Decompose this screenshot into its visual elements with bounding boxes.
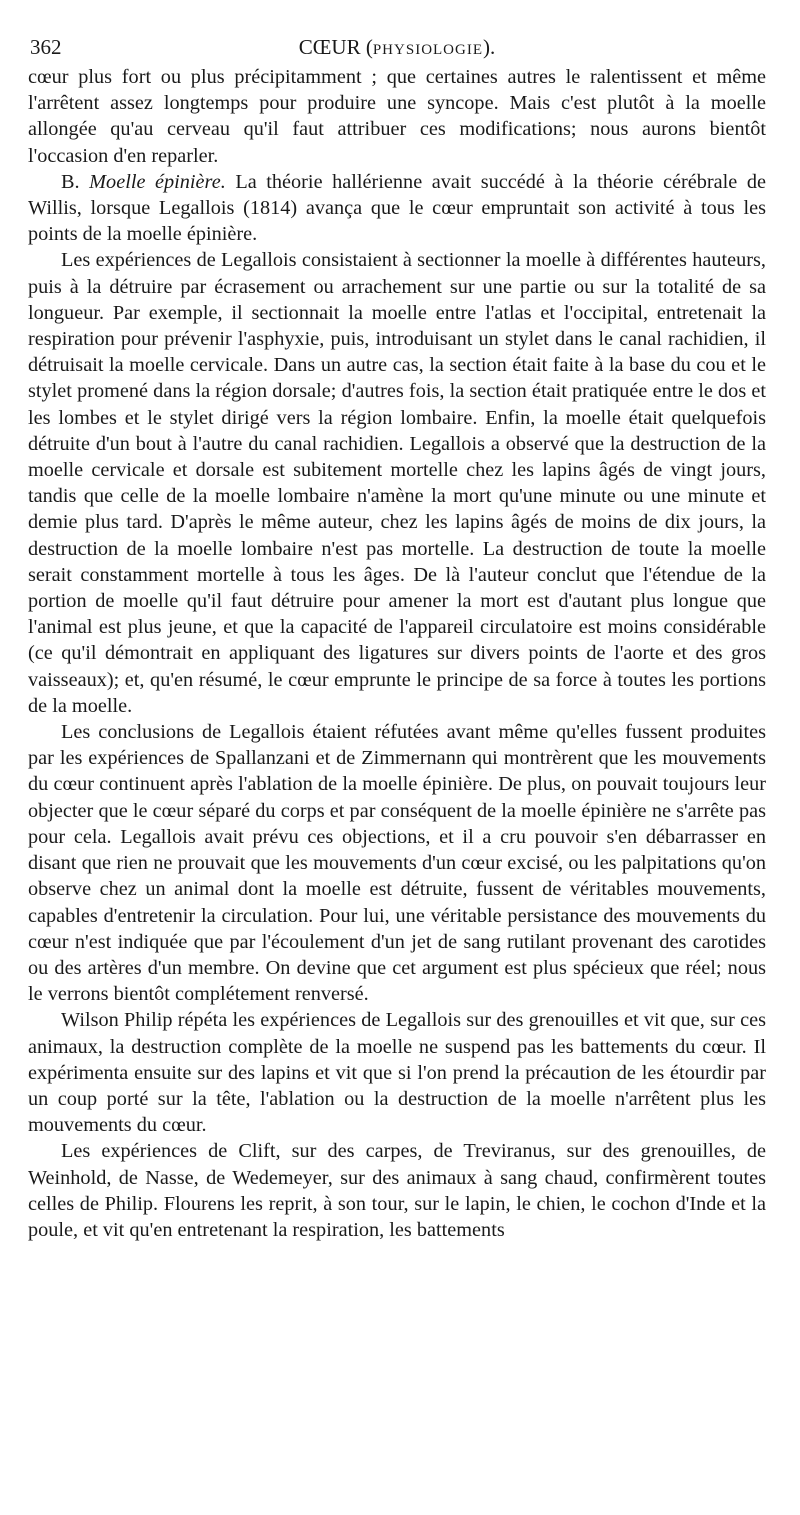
section-b-text: La théorie hallérienne avait succédé à la théorie cérébrale de Willis, lorsque Legallois (1814) avança que le cœur empruntait son activité à tous les points de la moelle épinière. <box>28 170 766 246</box>
running-title-close: ). <box>483 35 496 59</box>
body-text <box>28 64 766 1243</box>
paragraph-continuation: cœur plus fort ou plus précipitamment ; que certaines autres le ralentissent et même l'arrêtent assez longtemps pour produire une syncope. Mais c'est plutôt à la moelle allongée qu'au cerveau qu'il faut attribuer ces modifications; nous aurons bientôt l'occasion d'en reparler. <box>28 66 766 167</box>
section-label: B. <box>61 170 80 193</box>
running-title-main: CŒUR <box>298 35 361 59</box>
running-title <box>28 30 766 67</box>
page-number: 362 <box>30 35 62 59</box>
section-heading: Moelle épinière. <box>89 170 226 193</box>
paragraph-legallois-conclusions: Les conclusions de Legallois étaient réfutées avant même qu'elles fussent produites par les expériences de Spallanzani et de Zimmernann qui montrèrent que les mouvements du cœur continuent après l'ablation de la moelle épinière. De plus, on pouvait toujours leur objecter que le cœur séparé du corps et par conséquent de la moelle épinière ne s'arrête pas pour cela. Legallois avait prévu ces objections, et il a cru pouvoir s'en débarrasser en disant que rien ne prouvait que les mouvements d'un cœur excisé, ou les palpitations qu'on observe chez un animal dont la moelle est détruite, fussent de véritables mouvements, capables d'entretenir la circulation. Pour lui, une véritable persistance des mouvements du cœur n'est indiquée que par l'écoulement d'un jet de sang rutilant provenant des carotides ou des artères d'un membre. On devine que cet argument est plus spécieux que réel; nous le verrons bientôt complétement renversé. <box>28 721 766 1006</box>
running-title-open: ( <box>365 35 373 59</box>
paragraph-other-experiments: Les expériences de Clift, sur des carpes, de Treviranus, sur des grenouilles, de Weinhold, de Nasse, de Wedemeyer, sur des animaux à sang chaud, confirmèrent toutes celles de Philip. Flourens les reprit, à son tour, sur le lapin, le chien, le cochon d'Inde et la poule, et vit qu'en entretenant la respiration, les battements <box>28 1140 766 1241</box>
paragraph-section-b <box>28 169 766 248</box>
paragraph-legallois-experiments: Les expériences de Legallois consistaient à sectionner la moelle à différentes hauteurs, puis à la détruire par écrasement ou arrachement sur une partie ou sur la totalité de sa longueur. Par exemple, il sectionnait la moelle entre l'atlas et l'occipital, entretenait la respiration pour prévenir l'asphyxie, puis, introduisant un stylet dans le canal rachidien, il détruisait la moelle cervicale. Dans un autre cas, la section était faite à la base du cou et le stylet promené dans la région dorsale; d'autres fois, la section était pratiquée entre le dos et les lombes et le stylet dirigé vers la région lombaire. Enfin, la moelle était quelquefois détruite d'un bout à l'autre du canal rachidien. Legallois a observé que la destruction de la moelle cervicale et dorsale est subitement mortelle chez les lapins âgés de vingt jours, tandis que celle de la moelle lombaire n'amène la mort qu'une minute ou une minute et demie plus tard. D'après le même auteur, chez les lapins âgés de moins de dix jours, la destruction de la moelle lombaire n'est pas mortelle. La destruction de toute la moelle serait constamment mortelle à tous les âges. De là l'auteur conclut que l'étendue de la portion de moelle qu'il faut détruire pour amener la mort est d'autant plus longue que l'animal est plus jeune, et que la capacité de l'appareil circulatoire est moins considérable (ce qu'il démontrait en appliquant des ligatures sur divers points de l'aorte et des gros vaisseaux); et, qu'en résumé, le cœur emprunte le principe de sa force à toutes les portions de la moelle. <box>28 249 766 717</box>
running-title-sub: PHYSIOLOGIE <box>372 42 484 58</box>
paragraph-wilson-philip: Wilson Philip répéta les expériences de Legallois sur des grenouilles et vit que, sur ces animaux, la destruction complète de la moelle ne suspend pas les battements du cœur. Il expérimenta ensuite sur des lapins et vit que si l'on prend la précaution de les étourdir par un coup porté sur la tête, l'ablation ou la destruction de la moelle n'arrêtent plus les mouvements du cœur. <box>28 1009 766 1137</box>
page-header <box>28 30 766 64</box>
page <box>28 30 766 1243</box>
